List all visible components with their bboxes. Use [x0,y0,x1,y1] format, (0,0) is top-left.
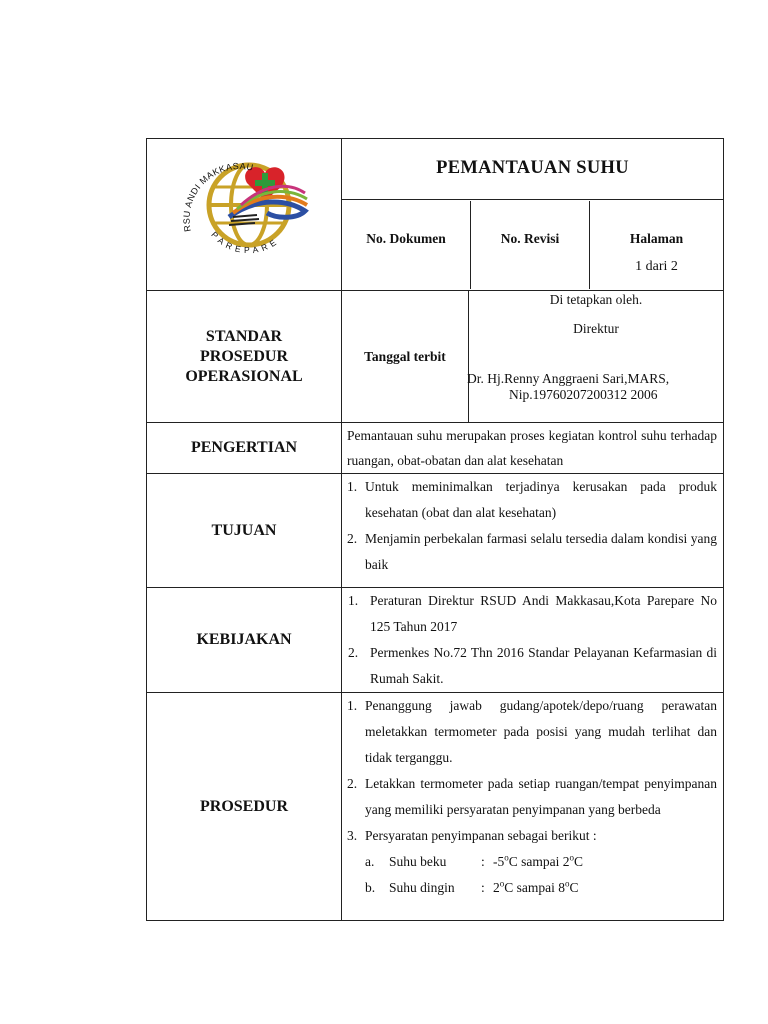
director-name: Dr. Hj.Renny Anggraeni Sari,MARS, [467,371,670,386]
list-item: 1. Penanggung jawab gudang/apotek/depo/ruang perawatan meletakkan termometer pada posisi yang mudah terlihat dan tidak terganggu. [347,698,718,765]
document-meta [342,201,723,289]
logo-cell [147,139,342,291]
list-item: 1. Peraturan Direktur RSUD Andi Makkasau,Kota Parepare No 125 Tahun 2017 [348,593,718,634]
tanggal-terbit-label: Tanggal terbit [342,291,469,423]
sop-document [146,138,723,921]
hospital-logo [147,139,341,285]
pengertian-label: PENGERTIAN [147,423,342,474]
kebijakan-list [342,588,724,693]
list-item: 2. Permenkes No.72 Thn 2016 Standar Pelayanan Kefarmasian di Rumah Sakit. [348,645,718,686]
halaman-cell [590,201,724,289]
sop-table [146,138,724,921]
document-meta-cell [342,199,724,290]
sub-item-suhu-beku: a. Suhu beku : -5$^o$C sampai 2$^o$C [365,852,584,869]
sop-label [147,291,342,423]
list-item: 2. Menjamin perbekalan farmasi selalu tersedia dalam kondisi yang baik [347,531,718,572]
prosedur-list [342,693,724,921]
kebijakan-label: KEBIJAKAN [147,588,342,693]
document-title: PEMANTAUAN SUHU [342,139,724,200]
halaman-header: Halaman [629,230,684,246]
logo-arc-text: RSU ANDI MAKKASAU [181,160,255,233]
tujuan-label: TUJUAN [147,474,342,588]
tujuan-list [342,474,724,588]
list-item: 2. Letakkan termometer pada setiap ruangan/tempat penyimpanan yang memiliki persyaratan penyimpanan yang berbeda [347,776,718,817]
director-nip: Nip.19760207200312 2006 [509,387,658,402]
logo-bottom-text: PAREPARE [209,229,282,256]
ditetapkan-text: Di tetapkan oleh. [549,292,643,307]
sub-item-suhu-dingin: b. Suhu dingin : 2$^o$C sampai 8$^o$C [365,878,579,895]
sop-label-text: STANDAR PROSEDUR OPERASIONAL [185,327,303,385]
pengertian-text: Pemantauan suhu merupakan proses kegiatan kontrol suhu terhadap ruangan, obat-obatan dan alat kesehatan [342,423,724,474]
prosedur-label: PROSEDUR [147,693,342,921]
halaman-value: 1 dari 2 [635,258,678,274]
list-item: 1. Untuk meminimalkan terjadinya kerusakan pada produk kesehatan (obat dan alat kesehatan) [347,479,718,520]
no-dokumen-header: No. Dokumen [366,230,446,246]
direktur-text: Direktur [573,321,619,336]
list-item: 3. Persyaratan penyimpanan sebagai berikut : [347,828,597,843]
approval-cell [469,291,724,423]
no-revisi-header: No. Revisi [471,201,590,289]
